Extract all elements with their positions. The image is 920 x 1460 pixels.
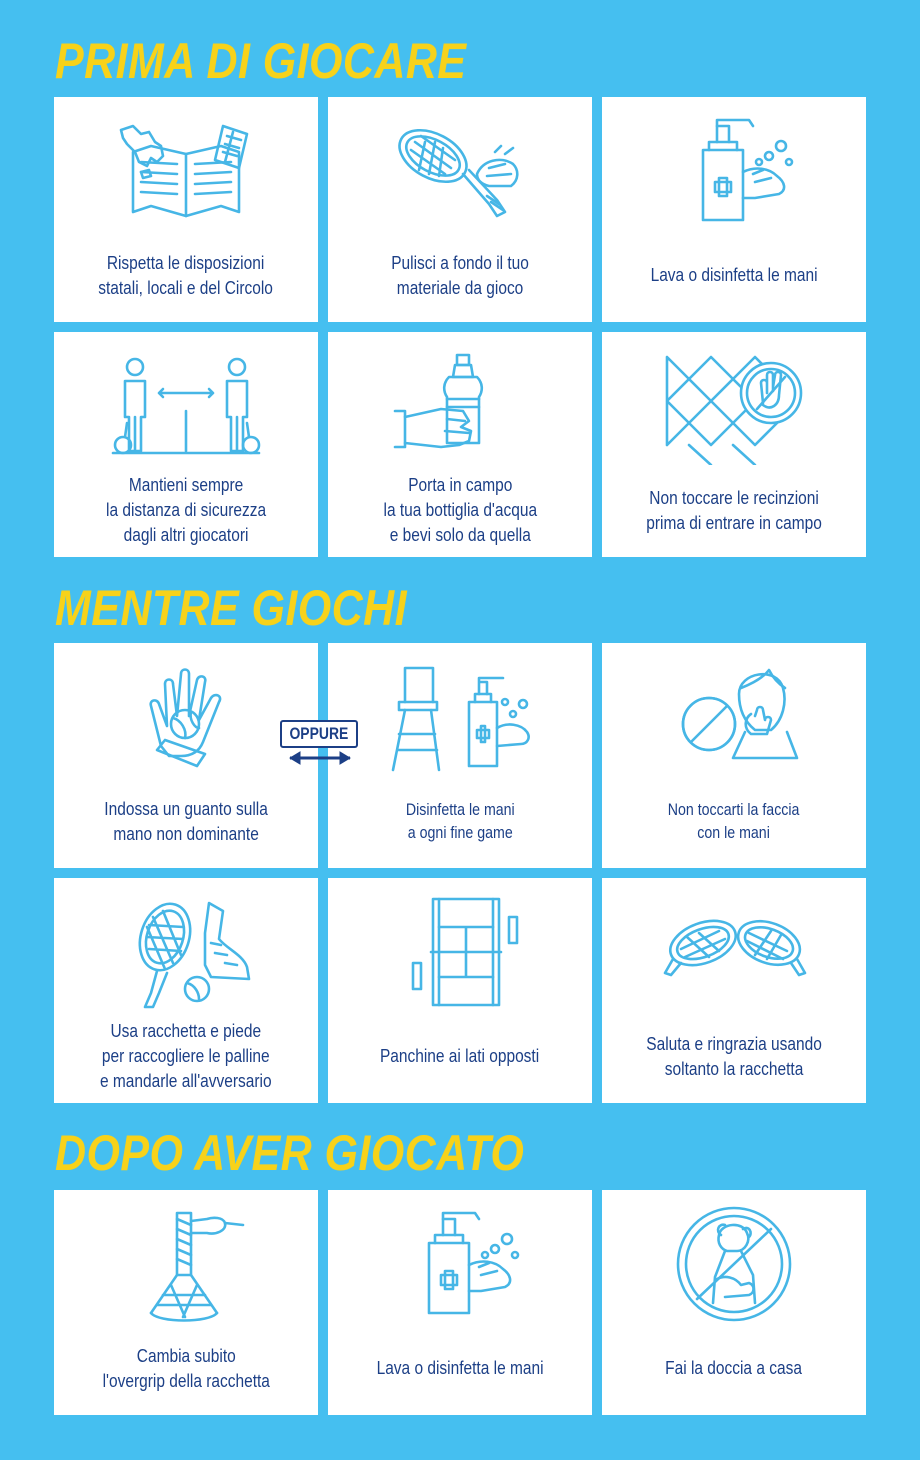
section-title-mentre-giochi: MENTRE GIOCHI [55, 580, 407, 636]
rackets-greeting-icon [602, 892, 866, 1012]
card-saluta-racchetta [602, 878, 866, 1103]
card-caption: Pulisci a fondo il tuo materiale da gioco [391, 252, 529, 298]
card-caption: Non toccarti la faccia con le mani [668, 800, 800, 842]
card-caption: Cambia subito l'overgrip della racchetta [102, 1345, 270, 1391]
court-benches-icon [328, 892, 592, 1012]
card-caption: Saluta e ringrazia usando soltanto la racchetta [646, 1033, 822, 1079]
card-caption: Lava o disinfetta le mani [376, 1358, 544, 1379]
card-overgrip [54, 1190, 318, 1415]
oppure-label: OPPURE [289, 724, 349, 743]
hand-sanitizer-icon [602, 111, 866, 231]
water-bottle-icon [328, 346, 592, 466]
racket-foot-ball-icon [54, 892, 318, 1012]
hand-sanitizer-icon [328, 1204, 592, 1324]
card-non-toccare-faccia [602, 643, 866, 868]
card-caption: Disinfetta le mani a ogni fine game [405, 800, 515, 842]
card-caption: Fai la doccia a casa [665, 1358, 803, 1379]
card-bottiglia-acqua [328, 332, 592, 557]
card-lava-mani-dopo [328, 1190, 592, 1415]
card-pulisci-materiale [328, 97, 592, 322]
card-panchine [328, 878, 592, 1103]
card-caption: Panchine ai lati opposti [380, 1046, 540, 1067]
no-shower-icon [602, 1204, 866, 1324]
card-non-toccare-recinzioni [602, 332, 866, 557]
player-distance-icon [54, 346, 318, 466]
card-caption: Mantieni sempre la distanza di sicurezza dagli altri giocatori [105, 475, 267, 545]
card-caption: Usa racchetta e piede per raccogliere le palline e mandarle all'avversario [100, 1021, 272, 1091]
card-caption: Non toccare le recinzioni prima di entrare in campo [646, 487, 822, 533]
racket-cleaning-icon [328, 111, 592, 231]
fence-no-touch-icon [602, 346, 866, 466]
book-italy-icon [54, 111, 318, 231]
oppure-badge [278, 720, 362, 770]
card-disinfetta-fine-game [328, 643, 592, 868]
card-mantieni-distanza [54, 332, 318, 557]
no-face-touch-icon [602, 657, 866, 777]
card-caption: Indossa un guanto sulla mano non dominante [104, 798, 268, 844]
card-caption: Lava o disinfetta le mani [650, 265, 818, 286]
card-doccia-casa [602, 1190, 866, 1415]
umpire-chair-sanitizer-icon [328, 657, 592, 777]
card-caption: Porta in campo la tua bottiglia d'acqua e bevi solo da quella [383, 475, 537, 545]
card-lava-mani [602, 97, 866, 322]
card-rispetta-disposizioni [54, 97, 318, 322]
card-caption: Rispetta le disposizioni statali, locali e del Circolo [98, 252, 274, 298]
card-racchetta-piede [54, 878, 318, 1103]
section-title-prima-di-giocare: PRIMA DI GIOCARE [55, 33, 467, 89]
section-title-dopo-aver-giocato: DOPO AVER GIOCATO [55, 1125, 525, 1181]
overgrip-icon [54, 1204, 318, 1324]
double-arrow-icon [288, 750, 352, 766]
